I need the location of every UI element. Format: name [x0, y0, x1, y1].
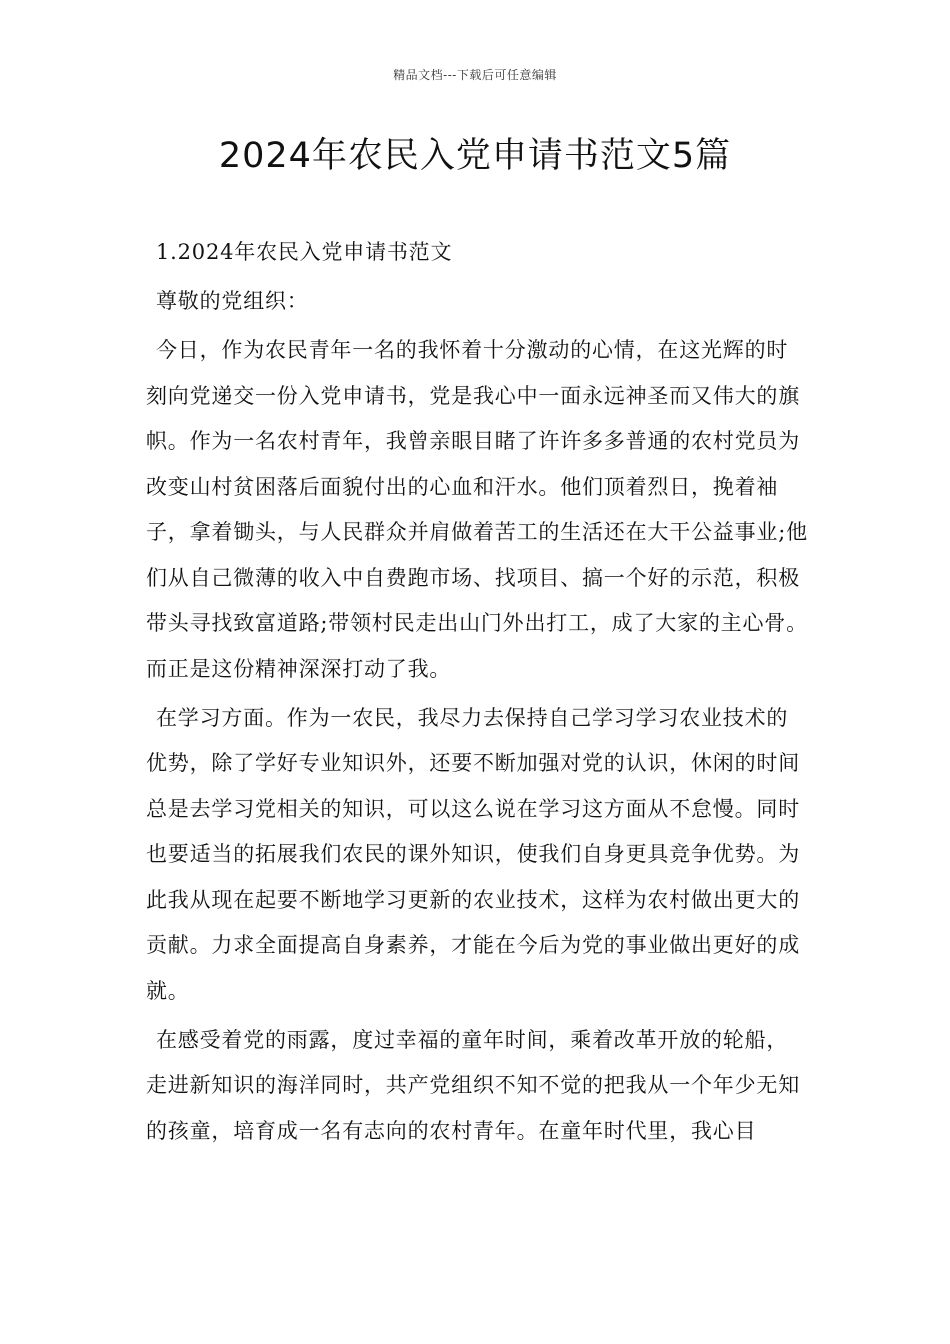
salutation: 尊敬的党组织：	[156, 289, 309, 313]
paragraph-2: 在学习方面。作为一农民，我尽力去保持自己学习学习农业技术的优势，除了学好专业知识外，还要不断加强对党的认识，休闲的时间总是去学习党相关的知识，可以这么说在学习这方面从不怠慢。同时也要适当的拓展我们农民的课外知识，使我们自身更具竞争优势。为此我从现在起要不断地学习更新的农业技术，这样为农村做出更大的贡献。力求全面提高自身素养，才能在今后为党的事业做出更好的成就。	[146, 705, 800, 1003]
section-heading: 1.2024年农民入党申请书范文	[156, 240, 453, 264]
paragraph-1: 今日，作为农民青年一名的我怀着十分激动的心情，在这光辉的时刻向党递交一份入党申请书，党是我心中一面永远神圣而又伟大的旗帜。作为一名农村青年，我曾亲眼目睹了许许多多普通的农村党员为改变山村贫困落后面貌付出的心血和汗水。他们顶着烈日，挽着袖子，拿着锄头，与人民群众并肩做着苦工的生活还在大干公益事业;他们从自己微薄的收入中自费跑市场、找项目、搞一个好的示范，积极带头寻找致富道路;带领村民走出山门外出打工，成了大家的主心骨。而正是这份精神深深打动了我。	[146, 338, 808, 681]
page-title: 2024年农民入党申请书范文5篇	[218, 136, 732, 176]
header-note: 精品文档---下载后可任意编辑	[393, 68, 557, 82]
paragraph-3: 在感受着党的雨露，度过幸福的童年时间，乘着改革开放的轮船，走进新知识的海洋同时，共产党组织不知不觉的把我从一个年少无知的孩童，培育成一名有志向的农村青年。在童年时代里，我心目	[146, 1027, 800, 1143]
document-body	[146, 230, 808, 1158]
